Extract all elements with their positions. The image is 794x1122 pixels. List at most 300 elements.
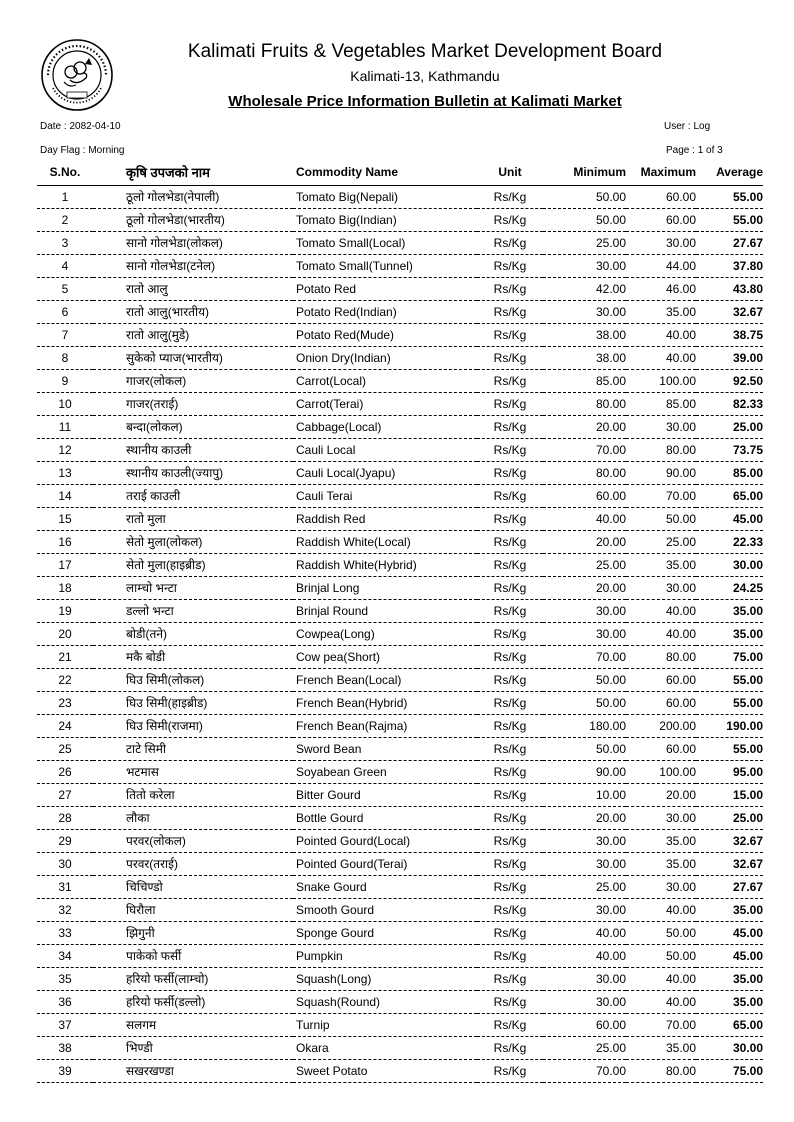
cell-average: 30.00 xyxy=(696,553,763,576)
table-row xyxy=(37,507,763,530)
report-user: User : Log xyxy=(664,121,711,132)
table-row xyxy=(37,369,763,392)
cell-commodity-name: Raddish Red xyxy=(293,507,477,530)
cell-sn: 33 xyxy=(37,921,93,944)
cell-average: 15.00 xyxy=(696,783,763,806)
cell-nepali-name: परवर(लोकल) xyxy=(93,829,293,852)
cell-minimum: 85.00 xyxy=(543,369,626,392)
cell-maximum: 80.00 xyxy=(626,1059,696,1082)
table-row xyxy=(37,231,763,254)
cell-nepali-name: हरियो फर्सी(डल्लो) xyxy=(93,990,293,1013)
cell-minimum: 20.00 xyxy=(543,576,626,599)
table-row xyxy=(37,208,763,231)
cell-unit: Rs/Kg xyxy=(477,208,543,231)
cell-minimum: 80.00 xyxy=(543,392,626,415)
cell-nepali-name: ठूलो गोलभेडा(भारतीय) xyxy=(93,208,293,231)
cell-sn: 32 xyxy=(37,898,93,921)
cell-minimum: 10.00 xyxy=(543,783,626,806)
cell-nepali-name: स्थानीय काउली(ज्यापु) xyxy=(93,461,293,484)
cell-maximum: 80.00 xyxy=(626,438,696,461)
table-row xyxy=(37,668,763,691)
cell-maximum: 200.00 xyxy=(626,714,696,737)
table-row xyxy=(37,277,763,300)
cell-commodity-name: Cauli Terai xyxy=(293,484,477,507)
cell-sn: 35 xyxy=(37,967,93,990)
cell-maximum: 60.00 xyxy=(626,691,696,714)
cell-commodity-name: Cowpea(Long) xyxy=(293,622,477,645)
cell-minimum: 30.00 xyxy=(543,254,626,277)
cell-nepali-name: ठूलो गोलभेडा(नेपाली) xyxy=(93,185,293,208)
cell-average: 65.00 xyxy=(696,1013,763,1036)
cell-commodity-name: Carrot(Local) xyxy=(293,369,477,392)
cell-nepali-name: गाजर(तराई) xyxy=(93,392,293,415)
cell-nepali-name: लाम्चो भन्टा xyxy=(93,576,293,599)
cell-nepali-name: सानो गोलभेडा(टनेल) xyxy=(93,254,293,277)
cell-unit: Rs/Kg xyxy=(477,415,543,438)
cell-unit: Rs/Kg xyxy=(477,875,543,898)
table-row xyxy=(37,484,763,507)
cell-average: 24.25 xyxy=(696,576,763,599)
cell-nepali-name: सलगम xyxy=(93,1013,293,1036)
cell-unit: Rs/Kg xyxy=(477,1013,543,1036)
cell-average: 32.67 xyxy=(696,300,763,323)
cell-commodity-name: Onion Dry(Indian) xyxy=(293,346,477,369)
cell-maximum: 50.00 xyxy=(626,921,696,944)
table-row xyxy=(37,599,763,622)
cell-commodity-name: Cauli Local(Jyapu) xyxy=(293,461,477,484)
cell-commodity-name: Bottle Gourd xyxy=(293,806,477,829)
cell-unit: Rs/Kg xyxy=(477,231,543,254)
cell-maximum: 60.00 xyxy=(626,737,696,760)
cell-sn: 21 xyxy=(37,645,93,668)
cell-nepali-name: सखरखण्डा xyxy=(93,1059,293,1082)
cell-commodity-name: Tomato Small(Tunnel) xyxy=(293,254,477,277)
cell-unit: Rs/Kg xyxy=(477,507,543,530)
cell-sn: 14 xyxy=(37,484,93,507)
cell-commodity-name: Tomato Big(Indian) xyxy=(293,208,477,231)
cell-average: 55.00 xyxy=(696,691,763,714)
cell-nepali-name: चिचिण्डो xyxy=(93,875,293,898)
table-row xyxy=(37,875,763,898)
cell-commodity-name: Pointed Gourd(Local) xyxy=(293,829,477,852)
cell-minimum: 30.00 xyxy=(543,898,626,921)
cell-average: 45.00 xyxy=(696,507,763,530)
cell-nepali-name: मकै बोडी xyxy=(93,645,293,668)
cell-sn: 27 xyxy=(37,783,93,806)
cell-sn: 13 xyxy=(37,461,93,484)
cell-nepali-name: रातो आलु xyxy=(93,277,293,300)
cell-nepali-name: सुकेको प्याज(भारतीय) xyxy=(93,346,293,369)
cell-average: 35.00 xyxy=(696,967,763,990)
cell-maximum: 40.00 xyxy=(626,599,696,622)
cell-unit: Rs/Kg xyxy=(477,300,543,323)
cell-unit: Rs/Kg xyxy=(477,1059,543,1082)
cell-nepali-name: घिउ सिमी(राजमा) xyxy=(93,714,293,737)
day-flag: Day Flag : Morning xyxy=(40,145,125,156)
cell-maximum: 40.00 xyxy=(626,622,696,645)
table-row xyxy=(37,645,763,668)
cell-unit: Rs/Kg xyxy=(477,668,543,691)
cell-unit: Rs/Kg xyxy=(477,737,543,760)
table-row xyxy=(37,438,763,461)
cell-minimum: 25.00 xyxy=(543,875,626,898)
cell-maximum: 30.00 xyxy=(626,415,696,438)
cell-unit: Rs/Kg xyxy=(477,369,543,392)
cell-minimum: 20.00 xyxy=(543,415,626,438)
cell-average: 35.00 xyxy=(696,622,763,645)
cell-minimum: 20.00 xyxy=(543,530,626,553)
cell-sn: 2 xyxy=(37,208,93,231)
cell-nepali-name: घिउ सिमी(लोकल) xyxy=(93,668,293,691)
cell-nepali-name: सानो गोलभेडा(लोकल) xyxy=(93,231,293,254)
table-row xyxy=(37,1059,763,1082)
cell-sn: 5 xyxy=(37,277,93,300)
cell-maximum: 40.00 xyxy=(626,346,696,369)
table-row xyxy=(37,323,763,346)
cell-maximum: 70.00 xyxy=(626,484,696,507)
cell-maximum: 30.00 xyxy=(626,806,696,829)
cell-sn: 26 xyxy=(37,760,93,783)
cell-maximum: 20.00 xyxy=(626,783,696,806)
cell-nepali-name: हरियो फर्सी(लाम्चो) xyxy=(93,967,293,990)
cell-commodity-name: Tomato Big(Nepali) xyxy=(293,185,477,208)
cell-average: 27.67 xyxy=(696,231,763,254)
cell-maximum: 100.00 xyxy=(626,369,696,392)
cell-average: 92.50 xyxy=(696,369,763,392)
cell-minimum: 38.00 xyxy=(543,346,626,369)
cell-nepali-name: रातो आलु(मुडे) xyxy=(93,323,293,346)
cell-maximum: 30.00 xyxy=(626,875,696,898)
cell-nepali-name: डल्लो भन्टा xyxy=(93,599,293,622)
table-row xyxy=(37,254,763,277)
cell-average: 37.80 xyxy=(696,254,763,277)
cell-commodity-name: Cauli Local xyxy=(293,438,477,461)
cell-sn: 4 xyxy=(37,254,93,277)
cell-sn: 8 xyxy=(37,346,93,369)
cell-sn: 7 xyxy=(37,323,93,346)
cell-minimum: 50.00 xyxy=(543,668,626,691)
table-row xyxy=(37,691,763,714)
cell-minimum: 25.00 xyxy=(543,231,626,254)
cell-average: 25.00 xyxy=(696,806,763,829)
cell-unit: Rs/Kg xyxy=(477,760,543,783)
cell-average: 75.00 xyxy=(696,645,763,668)
cell-unit: Rs/Kg xyxy=(477,599,543,622)
cell-maximum: 60.00 xyxy=(626,668,696,691)
cell-commodity-name: Okara xyxy=(293,1036,477,1059)
cell-minimum: 30.00 xyxy=(543,852,626,875)
cell-unit: Rs/Kg xyxy=(477,921,543,944)
cell-minimum: 80.00 xyxy=(543,461,626,484)
table-row xyxy=(37,392,763,415)
cell-nepali-name: बन्दा(लोकल) xyxy=(93,415,293,438)
cell-unit: Rs/Kg xyxy=(477,852,543,875)
cell-minimum: 30.00 xyxy=(543,599,626,622)
cell-nepali-name: सेतो मुला(लोकल) xyxy=(93,530,293,553)
cell-commodity-name: Soyabean Green xyxy=(293,760,477,783)
table-row xyxy=(37,300,763,323)
cell-unit: Rs/Kg xyxy=(477,346,543,369)
cell-commodity-name: Tomato Small(Local) xyxy=(293,231,477,254)
cell-commodity-name: Squash(Long) xyxy=(293,967,477,990)
table-row xyxy=(37,461,763,484)
cell-nepali-name: भटमास xyxy=(93,760,293,783)
col-header-sn: S.No. xyxy=(37,160,93,185)
cell-sn: 36 xyxy=(37,990,93,1013)
cell-minimum: 30.00 xyxy=(543,967,626,990)
cell-commodity-name: Smooth Gourd xyxy=(293,898,477,921)
cell-nepali-name: लौका xyxy=(93,806,293,829)
cell-commodity-name: Raddish White(Local) xyxy=(293,530,477,553)
cell-minimum: 70.00 xyxy=(543,645,626,668)
bulletin-title: Wholesale Price Information Bulletin at Kalimati Market xyxy=(228,93,622,110)
board-title: Kalimati Fruits & Vegetables Market Development Board xyxy=(187,41,663,62)
cell-sn: 30 xyxy=(37,852,93,875)
cell-unit: Rs/Kg xyxy=(477,944,543,967)
cell-average: 73.75 xyxy=(696,438,763,461)
cell-unit: Rs/Kg xyxy=(477,530,543,553)
table-row xyxy=(37,185,763,208)
cell-maximum: 40.00 xyxy=(626,898,696,921)
cell-average: 38.75 xyxy=(696,323,763,346)
cell-maximum: 50.00 xyxy=(626,944,696,967)
cell-commodity-name: Sweet Potato xyxy=(293,1059,477,1082)
table-row xyxy=(37,783,763,806)
cell-nepali-name: टाटे सिमी xyxy=(93,737,293,760)
col-header-nepali-name: कृषि उपजको नाम xyxy=(93,160,293,185)
cell-maximum: 35.00 xyxy=(626,553,696,576)
cell-maximum: 40.00 xyxy=(626,990,696,1013)
board-logo-seal xyxy=(40,38,114,112)
cell-unit: Rs/Kg xyxy=(477,806,543,829)
cell-maximum: 50.00 xyxy=(626,507,696,530)
cell-unit: Rs/Kg xyxy=(477,323,543,346)
cell-average: 190.00 xyxy=(696,714,763,737)
cell-sn: 24 xyxy=(37,714,93,737)
cell-minimum: 30.00 xyxy=(543,622,626,645)
cell-sn: 9 xyxy=(37,369,93,392)
col-header-minimum: Minimum xyxy=(543,160,626,185)
cell-commodity-name: Pumpkin xyxy=(293,944,477,967)
cell-maximum: 40.00 xyxy=(626,967,696,990)
cell-average: 55.00 xyxy=(696,185,763,208)
cell-nepali-name: बोडी(तने) xyxy=(93,622,293,645)
cell-unit: Rs/Kg xyxy=(477,438,543,461)
cell-average: 65.00 xyxy=(696,484,763,507)
cell-nepali-name: रातो मुला xyxy=(93,507,293,530)
cell-sn: 20 xyxy=(37,622,93,645)
cell-unit: Rs/Kg xyxy=(477,967,543,990)
report-date: Date : 2082-04-10 xyxy=(40,121,121,132)
cell-average: 82.33 xyxy=(696,392,763,415)
cell-average: 55.00 xyxy=(696,668,763,691)
cell-unit: Rs/Kg xyxy=(477,553,543,576)
cell-unit: Rs/Kg xyxy=(477,645,543,668)
cell-commodity-name: Potato Red(Mude) xyxy=(293,323,477,346)
cell-average: 75.00 xyxy=(696,1059,763,1082)
cell-commodity-name: Raddish White(Hybrid) xyxy=(293,553,477,576)
col-header-average: Average xyxy=(696,160,763,185)
cell-sn: 3 xyxy=(37,231,93,254)
cell-commodity-name: Snake Gourd xyxy=(293,875,477,898)
cell-nepali-name: झिगुनी xyxy=(93,921,293,944)
cell-unit: Rs/Kg xyxy=(477,277,543,300)
cell-sn: 23 xyxy=(37,691,93,714)
cell-average: 95.00 xyxy=(696,760,763,783)
cell-maximum: 35.00 xyxy=(626,300,696,323)
cell-sn: 37 xyxy=(37,1013,93,1036)
col-header-maximum: Maximum xyxy=(626,160,696,185)
cell-minimum: 20.00 xyxy=(543,806,626,829)
table-row xyxy=(37,852,763,875)
cell-minimum: 42.00 xyxy=(543,277,626,300)
cell-average: 45.00 xyxy=(696,944,763,967)
cell-minimum: 70.00 xyxy=(543,438,626,461)
cell-maximum: 60.00 xyxy=(626,208,696,231)
table-row xyxy=(37,622,763,645)
cell-nepali-name: तराई काउली xyxy=(93,484,293,507)
table-row xyxy=(37,967,763,990)
table-row xyxy=(37,714,763,737)
cell-average: 32.67 xyxy=(696,829,763,852)
table-row xyxy=(37,990,763,1013)
cell-commodity-name: Potato Red(Indian) xyxy=(293,300,477,323)
cell-maximum: 70.00 xyxy=(626,1013,696,1036)
cell-commodity-name: Squash(Round) xyxy=(293,990,477,1013)
cell-average: 55.00 xyxy=(696,208,763,231)
cell-unit: Rs/Kg xyxy=(477,461,543,484)
cell-commodity-name: Carrot(Terai) xyxy=(293,392,477,415)
cell-unit: Rs/Kg xyxy=(477,484,543,507)
table-row xyxy=(37,346,763,369)
table-body xyxy=(37,185,763,1082)
table-row xyxy=(37,553,763,576)
table-row xyxy=(37,415,763,438)
cell-minimum: 50.00 xyxy=(543,691,626,714)
cell-sn: 19 xyxy=(37,599,93,622)
cell-maximum: 35.00 xyxy=(626,852,696,875)
cell-sn: 15 xyxy=(37,507,93,530)
table-row xyxy=(37,1036,763,1059)
cell-unit: Rs/Kg xyxy=(477,691,543,714)
cell-average: 39.00 xyxy=(696,346,763,369)
cell-minimum: 50.00 xyxy=(543,208,626,231)
cell-minimum: 50.00 xyxy=(543,185,626,208)
cell-minimum: 180.00 xyxy=(543,714,626,737)
cell-minimum: 60.00 xyxy=(543,1013,626,1036)
cell-unit: Rs/Kg xyxy=(477,576,543,599)
cell-maximum: 80.00 xyxy=(626,645,696,668)
cell-unit: Rs/Kg xyxy=(477,392,543,415)
cell-maximum: 40.00 xyxy=(626,323,696,346)
cell-unit: Rs/Kg xyxy=(477,185,543,208)
board-address: Kalimati-13, Kathmandu xyxy=(350,68,500,84)
cell-maximum: 30.00 xyxy=(626,231,696,254)
cell-commodity-name: Cow pea(Short) xyxy=(293,645,477,668)
table-row xyxy=(37,760,763,783)
table-row xyxy=(37,576,763,599)
table-header-row xyxy=(37,160,763,185)
cell-minimum: 40.00 xyxy=(543,507,626,530)
cell-minimum: 50.00 xyxy=(543,737,626,760)
cell-minimum: 25.00 xyxy=(543,1036,626,1059)
cell-average: 55.00 xyxy=(696,737,763,760)
cell-commodity-name: French Bean(Local) xyxy=(293,668,477,691)
cell-average: 45.00 xyxy=(696,921,763,944)
cell-unit: Rs/Kg xyxy=(477,990,543,1013)
cell-commodity-name: French Bean(Hybrid) xyxy=(293,691,477,714)
cell-unit: Rs/Kg xyxy=(477,254,543,277)
cell-nepali-name: भिण्डी xyxy=(93,1036,293,1059)
cell-unit: Rs/Kg xyxy=(477,714,543,737)
cell-sn: 38 xyxy=(37,1036,93,1059)
cell-maximum: 35.00 xyxy=(626,829,696,852)
cell-maximum: 90.00 xyxy=(626,461,696,484)
cell-sn: 31 xyxy=(37,875,93,898)
cell-maximum: 100.00 xyxy=(626,760,696,783)
cell-average: 43.80 xyxy=(696,277,763,300)
cell-sn: 28 xyxy=(37,806,93,829)
table-row xyxy=(37,737,763,760)
cell-average: 27.67 xyxy=(696,875,763,898)
cell-nepali-name: तितो करेला xyxy=(93,783,293,806)
cell-commodity-name: Sponge Gourd xyxy=(293,921,477,944)
cell-maximum: 60.00 xyxy=(626,185,696,208)
cell-nepali-name: सेतो मुला(हाइब्रीड) xyxy=(93,553,293,576)
cell-minimum: 38.00 xyxy=(543,323,626,346)
cell-minimum: 40.00 xyxy=(543,944,626,967)
cell-sn: 1 xyxy=(37,185,93,208)
cell-average: 85.00 xyxy=(696,461,763,484)
table-row xyxy=(37,530,763,553)
cell-average: 30.00 xyxy=(696,1036,763,1059)
cell-nepali-name: परवर(तराई) xyxy=(93,852,293,875)
cell-unit: Rs/Kg xyxy=(477,898,543,921)
table-row xyxy=(37,829,763,852)
cell-maximum: 44.00 xyxy=(626,254,696,277)
cell-average: 35.00 xyxy=(696,990,763,1013)
cell-sn: 39 xyxy=(37,1059,93,1082)
cell-commodity-name: Turnip xyxy=(293,1013,477,1036)
cell-minimum: 30.00 xyxy=(543,300,626,323)
col-header-unit: Unit xyxy=(477,160,543,185)
cell-sn: 12 xyxy=(37,438,93,461)
cell-commodity-name: Pointed Gourd(Terai) xyxy=(293,852,477,875)
cell-minimum: 30.00 xyxy=(543,829,626,852)
page-number: Page : 1 of 3 xyxy=(666,145,723,156)
cell-average: 22.33 xyxy=(696,530,763,553)
cell-maximum: 46.00 xyxy=(626,277,696,300)
cell-nepali-name: घिउ सिमी(हाइब्रीड) xyxy=(93,691,293,714)
cell-average: 35.00 xyxy=(696,599,763,622)
cell-commodity-name: French Bean(Rajma) xyxy=(293,714,477,737)
table-row xyxy=(37,944,763,967)
cell-commodity-name: Brinjal Round xyxy=(293,599,477,622)
cell-commodity-name: Potato Red xyxy=(293,277,477,300)
cell-maximum: 85.00 xyxy=(626,392,696,415)
cell-sn: 29 xyxy=(37,829,93,852)
cell-minimum: 25.00 xyxy=(543,553,626,576)
cell-unit: Rs/Kg xyxy=(477,622,543,645)
table-row xyxy=(37,806,763,829)
cell-commodity-name: Cabbage(Local) xyxy=(293,415,477,438)
cell-sn: 16 xyxy=(37,530,93,553)
col-header-commodity: Commodity Name xyxy=(293,160,477,185)
cell-nepali-name: घिरौला xyxy=(93,898,293,921)
cell-average: 25.00 xyxy=(696,415,763,438)
cell-commodity-name: Sword Bean xyxy=(293,737,477,760)
cell-average: 32.67 xyxy=(696,852,763,875)
